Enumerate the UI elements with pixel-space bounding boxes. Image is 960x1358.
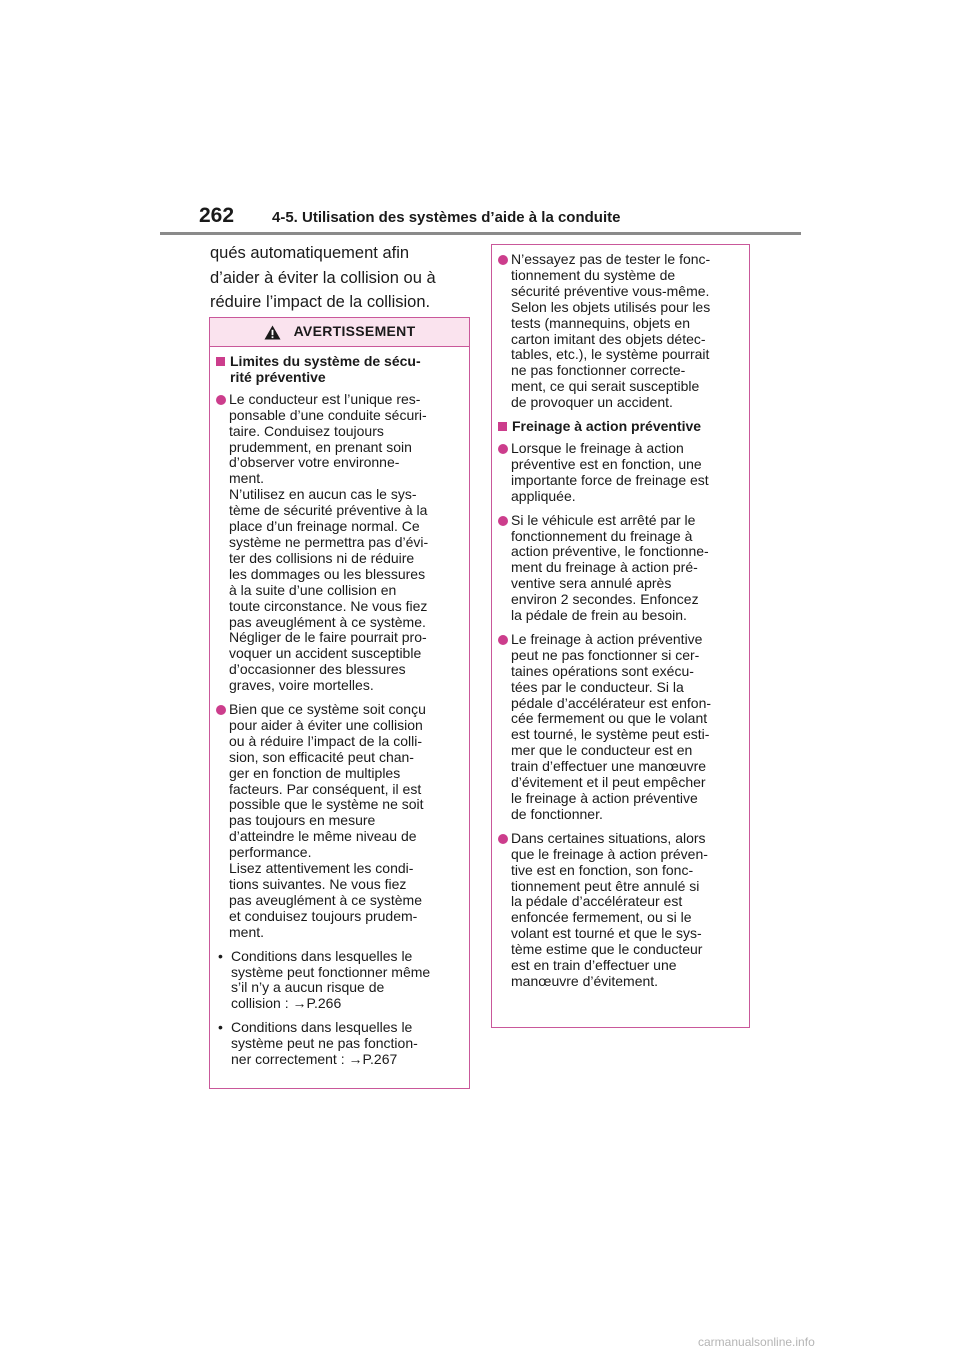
- intro-paragraph: qués automatiquement afin d’aider à éviter la collision ou à réduire l’impact de la collision.: [210, 244, 436, 311]
- sub-item-text: Conditions dans lesquelles le système peut fonctionner même s’il n’y a aucun risque de collision : →P.266: [231, 947, 431, 1012]
- sub-list-item: [218, 949, 463, 1013]
- circle-bullet-icon: [498, 255, 508, 265]
- circle-bullet-icon: [216, 705, 226, 715]
- list-item-text: Bien que ce système soit conçu pour aider à éviter une collision ou à réduire l’impact de la colli- sion, son efficacité peut chan- ger en fonction de multiples facteurs. Par conséquent, il est possible que le système ne soit pas toujours en mesure d’atteindre le même niveau de performance. Lisez attentivement les condi- tions suivantes. Ne vous fiez pas aveuglément à ce système et conduisez toujours prudem- ment.: [229, 701, 426, 940]
- list-item-text: Le freinage à action préventive peut ne pas fonctionner si cer- taines opérations sont exécu- tées par le conducteur. Si la pédale d’accélérateur est enfon- cée fermement ou que le volant est tourné, le système peut esti- mer que le conducteur est en train d’effectuer une manœuvre d’évitement et il peut empêcher le freinage à action préventive de fonctionner.: [511, 630, 712, 822]
- circle-bullet-icon: [498, 516, 508, 526]
- list-item: [498, 252, 743, 411]
- warning-box: [209, 317, 470, 1089]
- circle-bullet-icon: [498, 635, 508, 645]
- page-number: 262: [199, 204, 235, 227]
- list-item-text: Si le véhicule est arrêté par le fonctionnement du freinage à action préventive, le fonctionne- ment du freinage à action pré- ventive sera annulé après environ 2 secondes. Enfoncez la pédale de frein au besoin.: [511, 511, 709, 624]
- header-divider: [160, 232, 801, 235]
- list-item: [498, 831, 743, 990]
- list-item: [498, 632, 743, 823]
- section-heading-limits: [216, 354, 463, 386]
- sub-list-item: [218, 1020, 463, 1068]
- warning-box-continued: [491, 244, 750, 1028]
- dot-bullet-icon: •: [218, 1019, 223, 1036]
- list-item: [216, 392, 463, 694]
- list-item: [498, 441, 743, 505]
- section-title: 4-5. Utilisation des systèmes d’aide à la conduite: [272, 209, 621, 226]
- section-heading-braking: [498, 419, 743, 435]
- list-item: [216, 702, 463, 941]
- list-item-text: Lorsque le freinage à action préventive est en fonction, une importante force de freinage est appliquée.: [511, 439, 709, 504]
- watermark-link[interactable]: carmanualsonline.info: [698, 1335, 815, 1349]
- square-bullet-icon: [216, 357, 225, 366]
- list-item-text: N’essayez pas de tester le fonc- tionnement du système de sécurité préventive vous-même. Selon les objets utilisés pour les tests (mannequins, objets en carton imitant des objets détec- tables, etc.), le système pourrait ne pas fonctionner correcte- ment, ce qui serait susceptible de provoquer un accident.: [511, 251, 711, 411]
- heading-text: Limites du système de sécu- rité préventive: [230, 353, 421, 385]
- heading-text: Freinage à action préventive: [512, 418, 702, 435]
- circle-bullet-icon: [498, 444, 508, 454]
- dot-bullet-icon: •: [218, 947, 223, 964]
- list-item: [498, 513, 743, 624]
- list-item-text: Dans certaines situations, alors que le freinage à action préven- tive est en fonction, son fonc- tionnement peut être annulé si la pédale d’accélérateur est enfoncée fermement, ou si le volant est tourné et que le sys- tème estime que le conducteur est en train d’effectuer une manœuvre d’évitement.: [511, 829, 708, 989]
- sub-item-text: Conditions dans lesquelles le système peut ne pas fonction- ner correctement : →P.267: [231, 1019, 418, 1068]
- list-item-text: Le conducteur est l’unique res- ponsable d’une conduite sécuri- taire. Conduisez toujours prudemment, en prenant soin d’observer votre environne- ment. N’utilisez en aucun cas le sys- tème de sécurité préventive à la place d’un freinage normal. Ce système ne permettra pas d’évi- ter des collisions ni de réduire les dommages ou les blessures à la suite d’une collision en toute circonstance. Ne vous fiez pas aveuglément à ce système. Négliger de le faire pourrait pro- voquer un accident susceptible d’occasionner des blessures graves, voire mortelles.: [229, 390, 429, 694]
- warning-title: AVERTISSEMENT: [293, 323, 416, 340]
- circle-bullet-icon: [498, 834, 508, 844]
- warning-header: [210, 318, 469, 347]
- warning-triangle-icon: [264, 325, 281, 340]
- square-bullet-icon: [498, 422, 507, 431]
- circle-bullet-icon: [216, 395, 226, 405]
